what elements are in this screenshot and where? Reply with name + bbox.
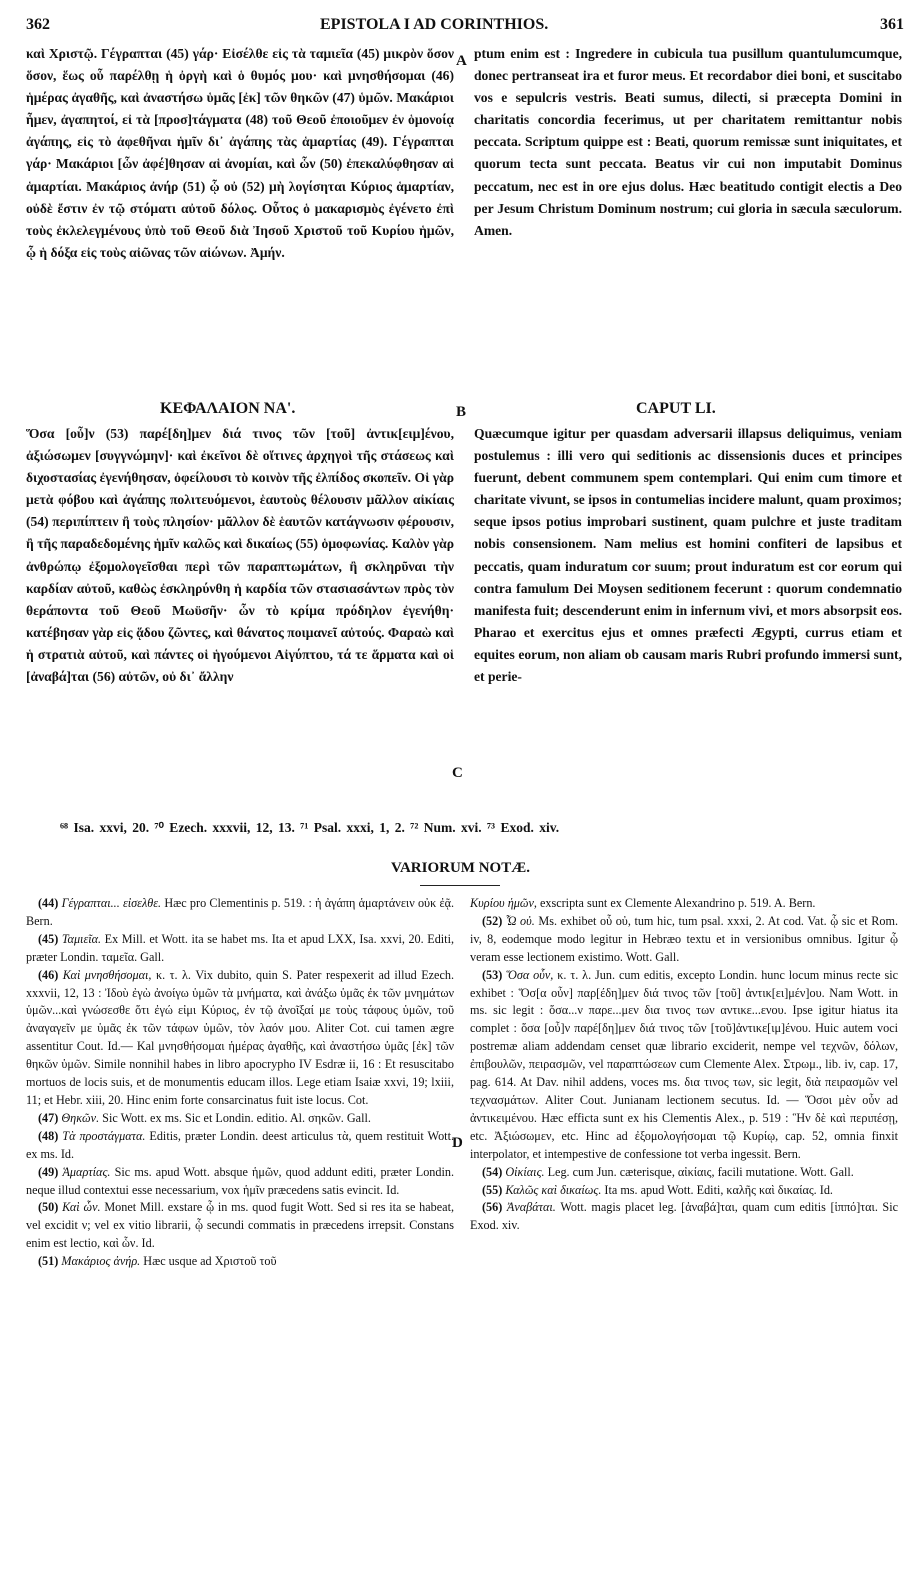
note-body: Sic Wott. ex ms. Sic et Londin. editio. Al. σηκῶν. Gall.	[102, 1110, 371, 1125]
note-lemma: Οἰκίαις.	[505, 1164, 545, 1179]
latin-paragraph-bottom: Quæcumque igitur per quasdam adversarii illapsus deliquimus, veniam postulemus : illi vero qui seditionis ac dissensionis duces et principes fuerunt, debent communem spem contemplari. Qui enim cum timore et charitate vivunt, se ipsos in contumelias incidere malunt, quam proximos; seque ipsos potius improbari sustinent, quam pulchre et juste traditam nobis consensionem. Nam melius est homini confiteri de lapsibus et peccatis, quam induratum cor suum; prout induratum est cor eorum qui contra famulum Dei Moysen seditionem fecerunt : quorum condemnatio manifesta fuit; descenderunt enim in infernum vivi, et mors absorpsit eos. Pharao et exercitus ejus et omnes præfecti Ægypti, currus etiam et equites eorum, non aliam ob causam maris Rubri profundo immersi sunt, et perie-	[474, 426, 902, 685]
greek-text-bottom	[26, 423, 454, 813]
note-lemma: Καλῶς καὶ δικαίως.	[505, 1182, 602, 1197]
notes-title: VARIORUM NOTÆ.	[391, 860, 530, 876]
page-number: 362	[26, 16, 50, 33]
latin-paragraph-top: ptum enim est : Ingredere in cubicula tua pusillum quantulumcumque, donec pertranseat ira et furor meus. Et recordabor diei boni, et suscitabo vos e sepulcris vestris. Beati sumus, dilecti, si præcepta Domini in charitatis concordia fecerimus, ut per charitatem remittantur nobis peccata. Scriptum quippe est : Beati, quorum remissæ sunt iniquitates, et quorum tecta sunt peccata. Beatus vir cui non imputabit Dominus peccatum, nec est in ore ejus dolus. Hæc beatitudo contigit electis a Deo per Jesum Christum Dominum nostrum; cui gloria in sæcula sæculorum. Amen.	[474, 46, 902, 238]
greek-text-top	[26, 43, 454, 393]
note-lemma: Ὧ οὐ.	[505, 913, 535, 928]
notes-left-column	[26, 895, 454, 1271]
note-lemma: Τὰ προστάγματα.	[62, 1128, 146, 1143]
note-lemma: Ὅσα οὖν,	[506, 967, 554, 982]
note-number: (46)	[38, 967, 59, 982]
note-entry	[470, 1164, 898, 1182]
note-number: (52)	[482, 913, 503, 928]
note-body: Wott. magis placet leg. [ἀναβά]ται, quam cum editis [ἱππό]ται. Sic Exod. xiv.	[470, 1200, 899, 1233]
note-entry	[470, 895, 898, 913]
note-entry	[26, 895, 454, 931]
column-marker-a: A	[456, 53, 467, 69]
note-lemma: Καὶ μνησθήσομαι,	[62, 967, 152, 982]
note-number: (56)	[482, 1200, 503, 1215]
note-body: κ. τ. λ. Vix dubito, quin S. Pater respexerit ad illud Ezech. xxxvii, 12, 13 : Ἰδοὺ ἐγὼ ἀνοίγω ὑμῶν τὰ μνήματα, καὶ ἀνάξω ὑμᾶς ἐκ τῶν μνημάτων ὑμῶν...καὶ γνώσεσθε ὅτι ἐγώ εἰμι Κύριος, ἐν τῷ ἀνοῖξαί με τοὺς τάφους ὑμῶν, τοῦ ἀναγαγεῖν με ὑμᾶς ἐκ τῶν τάφων ὑμῶν, τὸν λαόν μου. Aliter Cot. cui tamen ægre assentitur Cout. Id.— Kal μνησθήσομαι ἡμέρας ἀγαθῆς, καὶ ἀναστήσω ὑμᾶς [ἐκ] τῶν θηκῶν ὑμῶν. Simile nonnihil habes in libro apocrypho IV Esdræ ii, 16 : Et resuscitabo mortuos de locis suis, et de monumentis educam illos. Lege etiam Isaiæ xxvi, 19; lxiii, 11; et Hebr. xiii, 20. Hinc enim forte consarcinatus fuit iste locus. Cot.	[26, 967, 455, 1107]
greek-chapter-heading: ΚΕΦΑΛΑΙΟΝ ΝΑ'.	[160, 400, 296, 417]
note-number: (51)	[38, 1254, 59, 1269]
note-number: (49)	[38, 1164, 59, 1179]
greek-paragraph-bottom: Ὅσα [οὖ]ν (53) παρέ[δη]μεν διά τινος τῶν [τοῦ] ἀντικ[ειμ]ένου, ἀξιώσωμεν [συγγνώμην]· καὶ ἐκεῖνοι δὲ οἵτινες ἀρχηγοὶ τῆς στάσεως καὶ διχοστασίας ἐγενήθησαν, ὀφείλουσι τὸ κοινὸν τῆς ἐλπίδος σκοπεῖν. Οἱ γὰρ μετὰ φόβου καὶ ἀγάπης πολιτευόμενοι, ἑαυτοὺς θέλουσιν μᾶλλον αἰκίαις (54) περιπίπτειν ἢ τοὺς πλησίον· μᾶλλον δὲ ἑαυτῶν κατάγνωσιν φέρουσιν, ἢ τῆς παραδεδομένης ἡμῖν καλῶς καὶ δικαίως (55) ὁμοφωνίας. Καλὸν γὰρ ἀνθρώπῳ ἐξομολογεῖσθαι περὶ τῶν παραπτωμάτων, ἢ σκληρῦναι τὴν καρδίαν αὐτοῦ, καθὼς ἐσκληρύνθη ἡ καρδία τῶν στασιασάντων πρὸς τὸν θεράποντα τοῦ Θεοῦ Μωϋσῆν· ὧν τὸ κρίμα πρόδηλον ἐγενήθη· κατέβησαν γὰρ εἰς ᾅδου ζῶντες, καὶ θάνατος ποιμανεῖ αὐτούς. Φαραὼ καὶ ἡ στρατιὰ αὐτοῦ, καὶ πάντες οἱ ἡγούμενοι Αἰγύπτου, τά τε ἅρματα καὶ οἱ [ἀναβά]ται (56) αὐτῶν, οὐ δι᾽ ἄλλην	[26, 426, 454, 685]
note-lemma: Ἀναβάται.	[506, 1200, 556, 1215]
column-marker-c: C	[452, 765, 463, 781]
latin-chapter-heading: CAPUT LI.	[636, 400, 716, 417]
note-lemma: Γέγραπται... εἰσελθε.	[61, 896, 162, 910]
latin-text-top	[474, 43, 902, 343]
column-marker-d: D	[452, 1135, 463, 1151]
title-rule	[420, 885, 500, 886]
latin-text-bottom	[474, 423, 902, 813]
note-entry	[26, 1253, 454, 1271]
note-lemma: Καὶ ὧν.	[62, 1200, 101, 1215]
column-marker-b: B	[456, 404, 467, 420]
note-lemma: Ἁμαρτίας.	[62, 1164, 111, 1179]
note-entry	[26, 1128, 454, 1164]
note-body: Ex Mill. et Wott. ita se habet ms. Ita et apud LXX, Isa. xxvi, 20. Editi, præter Londin. ταμεῖα. Gall.	[26, 931, 454, 964]
note-body: Monet Mill. exstare ᾧ in ms. quod fugit Wott. Sed si res ita se habeat, vel excidit ν; vel ex vitio librarii, ᾧ secundi commatis in præcedens irrepsit. Constans enim est lectio, καὶ ὧν. Id.	[26, 1200, 455, 1251]
note-lemma: Μακάριος ἀνήρ.	[61, 1254, 141, 1269]
note-body: Hæc usque ad Χριστοῦ τοῦ	[143, 1254, 277, 1269]
note-body: exscripta sunt ex Clemente Alexandrino p. 519. A. Bern.	[539, 896, 816, 910]
greek-paragraph-top: καὶ Χριστῷ. Γέγραπται (45) γάρ· Εἰσέλθε εἰς τὰ ταμιεῖα (45) μικρὸν ὅσον ὅσον, ἕως οὗ παρέλθῃ ἡ ὀργὴ καὶ ὁ θυμός μου· καὶ μνησθήσομαι (46) ἡμέρας ἀγαθῆς, καὶ ἀναστήσω ὑμᾶς [ἐκ] τῶν θηκῶν (47) ὑμῶν. Μακάριοι ἦμεν, ἀγαπητοί, εἰ τὰ [προσ]τάγματα (48) τοῦ Θεοῦ ἐποιοῦμεν ἐν ὁμονοίᾳ ἀγάπης, εἰς τὸ ἀφεθῆναι ἡμῖν δι᾽ ἀγάπης τὰς ἁμαρτίας (49). Γέγραπται γάρ· Μακάριοι [ὧν ἀφέ]θησαν αἱ ἀνομίαι, καὶ ὧν (50) ἐπεκαλύφθησαν αἱ ἁμαρτίαι. Μακάριος ἀνήρ (51) ᾧ οὐ (52) μὴ λογίσηται Κύριος ἁμαρτίαν, οὐδὲ ἔστιν ἐν τῷ στόματι αὐτοῦ δόλος. Οὗτος ὁ μακαρισμὸς ἐγένετο ἐπὶ τοὺς ἐκλελεγμένους ὑπὸ τοῦ Θεοῦ διὰ Ἰησοῦ Χριστοῦ τοῦ Κυρίου ἡμῶν, ᾧ ἡ δόξα εἰς τοὺς αἰῶνας τῶν αἰώνων. Ἀμήν.	[26, 46, 454, 260]
note-entry	[470, 1199, 898, 1235]
note-number: (44)	[38, 896, 59, 910]
note-entry	[26, 1110, 454, 1128]
note-entry	[26, 931, 454, 967]
note-number: (47)	[38, 1110, 59, 1125]
note-number: (50)	[38, 1200, 59, 1215]
note-number: (55)	[482, 1182, 503, 1197]
note-body: Sic ms. apud Wott. absque ἡμῶν, quod addunt editi, præter Londin. neque illud contextui esse necessarium, vox ἡμῖν præcedens satis evincit. Id.	[26, 1164, 454, 1197]
note-body: Ms. exhibet οὗ οὐ, tum hic, tum psal. xxxi, 2. At cod. Vat. ᾧ sic et Rom. iv, 8, eodemque modo legitur in Hebræo textu et in versionibus omnibus. Igitur ᾧ veram esse lectionem existimo. Wott. Gall.	[470, 913, 899, 964]
scripture-references: ⁶⁸ Isa. xxvi, 20. ⁷⁰ Ezech. xxxvii, 12, 13. ⁷¹ Psal. xxxi, 1, 2. ⁷² Num. xvi. ⁷³ Exod. xiv.	[60, 820, 560, 835]
note-body: Ita ms. apud Wott. Editi, καλῆς καὶ δικαίας. Id.	[604, 1182, 833, 1197]
note-entry	[470, 913, 898, 967]
note-body: Editis, præter Londin. deest articulus τὰ, quem restituit Wott. ex ms. Id.	[26, 1128, 454, 1161]
page-title: EPISTOLA I AD CORINTHIOS.	[320, 16, 549, 33]
notes-right-column	[470, 895, 898, 1235]
note-entry	[26, 967, 454, 1110]
note-body: κ. τ. λ. Jun. cum editis, excepto Londin. hunc locum minus recte sic exhibet : Ὅσ[α οὖν] παρ[έδη]μεν διά τινος τῶν [τοῦ] ἀντικ[ει]μέν]ου. Nam Wott. in ms. sic legit : ὅσα...ν παρε...μεν δια τινος των αντικε...ενου. Ipse igitur hiatus ita complet : ὅσα [οὖ]ν παρέ[δη]μεν διά τινος τῶν [τοῦ]ἀντικε[ιμ]ένου. Huic autem voci postremæ aliam addendam censet quæ librario exciderit, nempe vel τεχνῶν, δόλων, ἐπιβουλῶν, πειρασμῶν, vel παραπτώσεων cum Clemente Alex. Στρωμ., lib. iv, cap. 17, pag. 614. At Dav. nihil addens, voces ms. δια τινος των, sic legit, διὰ πειρασμῶν vel τεχνασμάτων. Aliter Cout. Junianam lectionem secutus. Id. — Ὅσοι μὲν οὖν ad ἀντικειμένου. Hæc efficta sunt ex his Clementis Alex., p. 519 : Ἣν δὲ καὶ περιπέσῃ, etc. Ἀξιώσωμεν, etc. Hinc ad ἐξομολογήσομαι τῷ Κυρίῳ, cap. 52, omnia finxit interpolator, et intempestive de confessione tot verba ingessit. Bern.	[470, 967, 899, 1161]
note-number: (54)	[482, 1164, 503, 1179]
note-entry	[26, 1199, 454, 1253]
note-number: (53)	[482, 967, 503, 982]
note-lemma: Ταμιεῖα.	[61, 931, 102, 946]
note-body: Hæc pro Clementinis p. 519. : ἡ ἀγάπη ἁμαρτάνειν οὐκ ἐᾷ. Bern.	[26, 896, 455, 928]
note-lemma: Κυρίου ἡμῶν,	[470, 896, 537, 910]
running-header	[20, 10, 910, 38]
note-entry	[470, 1182, 898, 1200]
note-number: (48)	[38, 1128, 59, 1143]
note-lemma: Θηκῶν.	[61, 1110, 100, 1125]
note-entry	[470, 967, 898, 1164]
note-entry	[26, 1164, 454, 1200]
note-body: Leg. cum Jun. cæterisque, αἰκίαις, facili mutatione. Wott. Gall.	[547, 1164, 854, 1179]
header-right-number: 361	[880, 16, 904, 33]
note-number: (45)	[38, 931, 59, 946]
